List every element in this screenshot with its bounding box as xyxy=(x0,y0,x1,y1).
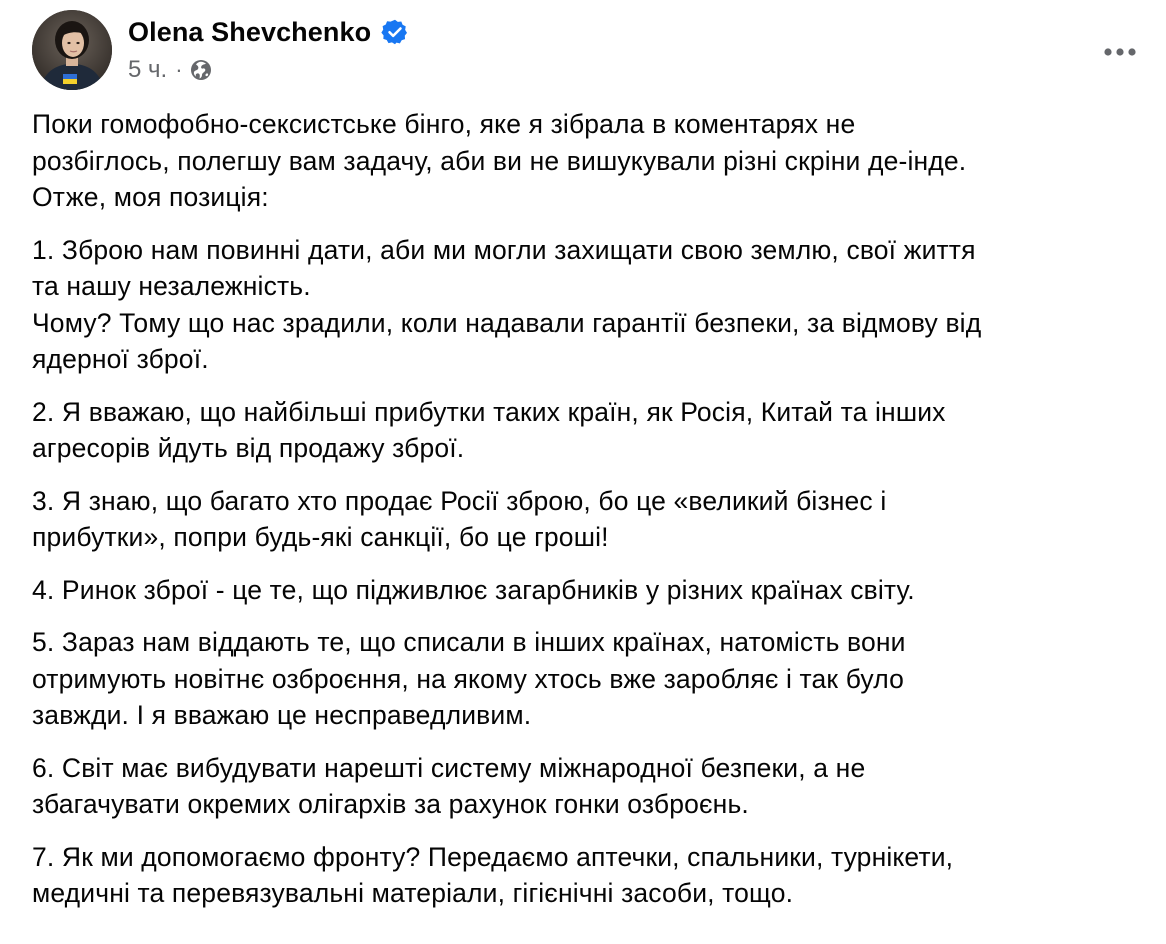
post-paragraph-7: 7. Як ми допомогаємо фронту? Передаємо аптечки, спальники, турнікети, медичні та перевязувальні матеріали, гігієнічні засоби, тощо. xyxy=(32,841,954,908)
post-paragraph-6: 6. Світ має вибудувати нарешті систему міжнародної безпеки, а не збагачувати окремих олігархів за рахунок гонки озброєнь. xyxy=(32,752,866,819)
post-paragraph-2: 2. Я вважаю, що найбільші прибутки таких країн, як Росія, Китай та інших агресорів йдуть від продажу зброї. xyxy=(32,396,946,463)
avatar-image xyxy=(32,10,112,90)
avatar[interactable] xyxy=(32,10,112,90)
meta-separator: · xyxy=(175,57,183,82)
globe-icon[interactable] xyxy=(189,58,213,82)
post-paragraph-intro: Поки гомофобно-сексистське бінго, яке я зібрала в коментарях не розбіглось, полегшу вам задачу, аби ви не вишукували різні скріни де-інде. Отже, моя позиція: xyxy=(32,109,967,212)
more-dots-icon xyxy=(1098,34,1142,70)
author-block xyxy=(128,14,409,84)
post-paragraph-5: 5. Зараз нам віддають те, що списали в інших країнах, натомість вони отримують новітнє озброєння, на якому хтось вже заробляє і так було завжди. І я вважаю це несправедливим. xyxy=(32,627,906,730)
more-options-button[interactable] xyxy=(1098,34,1142,70)
post-header xyxy=(32,10,1142,90)
post-paragraph-1: 1. Зброю нам повинні дати, аби ми могли захищати свою землю, свої життя та нашу незалежність. Чому? Тому що нас зрадили, коли надавали гарантії безпеки, за відмову від ядерної зброї. xyxy=(32,234,982,374)
post-body xyxy=(32,106,1142,928)
post-timestamp[interactable]: 5 ч. xyxy=(128,56,168,83)
author-row xyxy=(128,14,409,50)
author-name[interactable]: Olena Shevchenko xyxy=(128,16,372,47)
post-paragraph-4: 4. Ринок зброї - це те, що підживлює загарбників у різних країнах світу. xyxy=(32,574,915,605)
verified-badge-icon xyxy=(381,18,409,46)
post-paragraph-3: 3. Я знаю, що багато хто продає Росії зброю, бо це «великий бізнес і прибутки», попри будь-які санкції, бо це гроші! xyxy=(32,485,887,552)
post-meta xyxy=(128,56,409,84)
